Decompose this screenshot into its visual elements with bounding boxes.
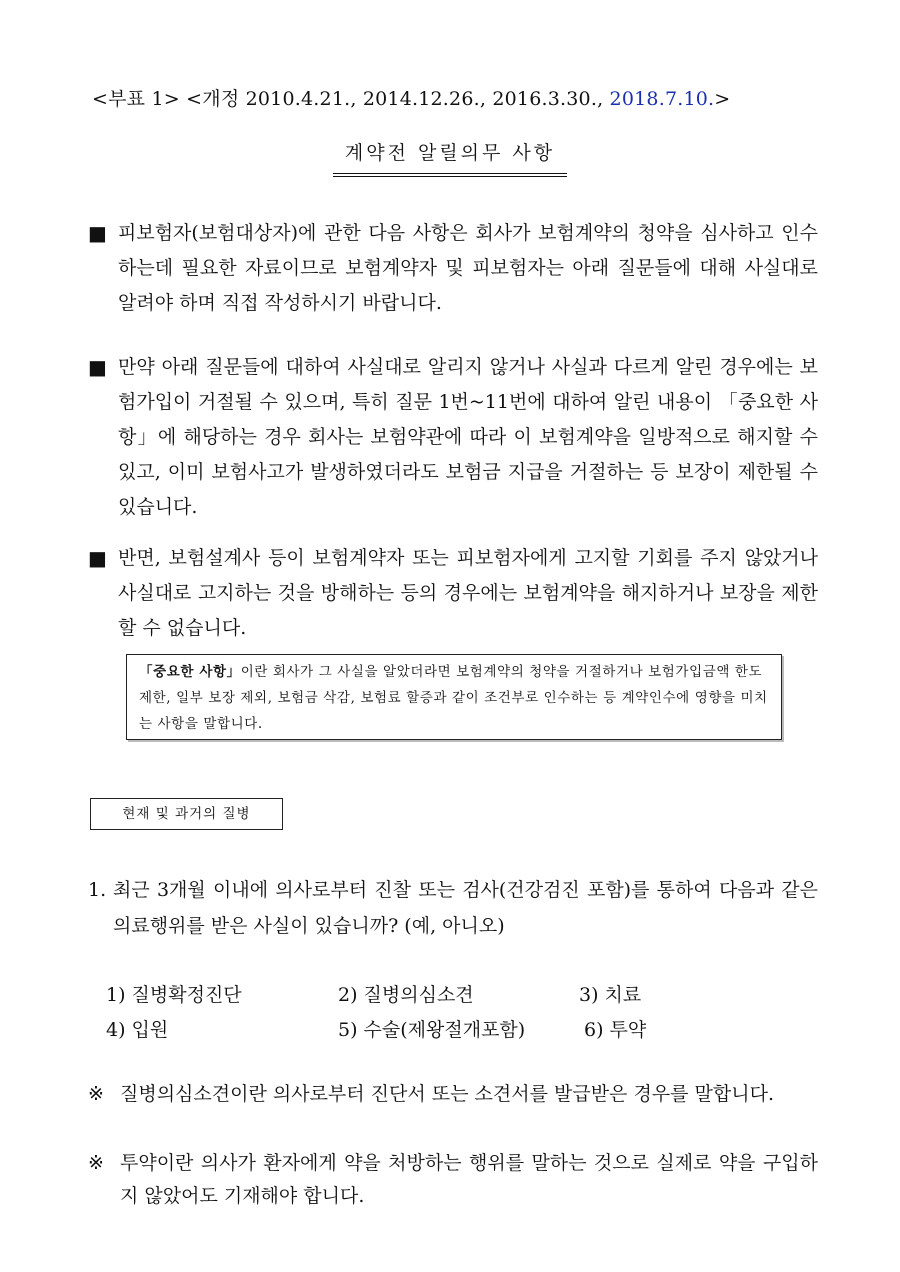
remark-1 <box>88 1078 818 1111</box>
option-diagnosis: 1) 질병확정진단 <box>106 984 242 1006</box>
square-bullet-icon: ■ <box>88 221 107 245</box>
section-label: 현재 및 과거의 질병 <box>90 798 283 830</box>
option-treatment: 3) 치료 <box>579 984 642 1006</box>
remark-text: 투약이란 의사가 환자에게 약을 처방하는 행위를 말하는 것으로 실제로 약을 구입하지 않았어도 기재해야 합니다. <box>120 1152 818 1207</box>
paragraph-3 <box>88 541 818 646</box>
important-matters-note <box>126 654 782 740</box>
note-text: 이란 회사가 그 사실을 알았더라면 보험계약의 청약을 거절하거나 보험가입금액 한도 제한, 일부 보장 제외, 보험금 삭감, 보험료 할증과 같이 조건부로 인수하는 등 계약인수에 영향을 미치는 사항을 말합니다. <box>139 664 768 732</box>
paragraph-text: 만약 아래 질문들에 대하여 사실대로 알리지 않거나 사실과 다르게 알린 경우에는 보험가입이 거절될 수 있으며, 특히 질문 1번~11번에 대하여 알린 내용이 「중요한 사항」에 해당하는 경우 회사는 보험약관에 따라 이 보험계약을 일방적으로 해지할 수 있고, 이미 보험사고가 발생하였더라도 보험금 지급을 거절하는 등 보장이 제한될 수 있습니다. <box>118 356 818 518</box>
revision-dates: <개정 2010.4.21., 2014.12.26., 2016.3.30., <box>186 88 610 110</box>
question-number: 1. <box>88 879 107 901</box>
revision-latest-date: 2018.7.10. <box>609 88 715 110</box>
paragraph-text: 피보험자(보험대상자)에 관한 다음 사항은 회사가 보험계약의 청약을 심사하고 인수하는데 필요한 자료이므로 보험계약자 및 피보험자는 아래 질문들에 대해 사실대로 알려야 하며 직접 작성하시기 바랍니다. <box>118 222 818 314</box>
remark-text: 질병의심소견이란 의사로부터 진단서 또는 소견서를 발급받은 경우를 말합니다. <box>120 1083 775 1105</box>
revision-header <box>92 84 730 111</box>
remark-2 <box>88 1147 818 1213</box>
page-title: 계약전 알릴의무 사항 <box>333 138 567 177</box>
revision-suffix: > <box>714 88 731 110</box>
option-surgery: 5) 수술(제왕절개포함) <box>338 1019 526 1041</box>
paragraph-2 <box>88 350 818 525</box>
option-suspected: 2) 질병의심소견 <box>338 984 474 1006</box>
paragraph-text: 반면, 보험설계사 등이 보험계약자 또는 피보험자에게 고지할 기회를 주지 않았거나 사실대로 고지하는 것을 방해하는 등의 경우에는 보험계약을 해지하거나 보장을 제한할 수 없습니다. <box>118 547 818 639</box>
square-bullet-icon: ■ <box>88 355 107 379</box>
question-1 <box>88 872 818 944</box>
square-bullet-icon: ■ <box>88 546 107 570</box>
question-text: 최근 3개월 이내에 의사로부터 진찰 또는 검사(건강검진 포함)를 통하여 다음과 같은 의료행위를 받은 사실이 있습니까? (예, 아니오) <box>113 879 818 937</box>
title-container <box>0 138 900 177</box>
note-term: 「중요한 사항」 <box>139 664 241 680</box>
reference-mark-icon: ※ <box>88 1083 104 1105</box>
annex-label: <부표 1> <box>92 88 180 110</box>
option-hospitalization: 4) 입원 <box>106 1019 169 1041</box>
paragraph-1 <box>88 216 818 321</box>
option-medication: 6) 투약 <box>584 1019 647 1041</box>
reference-mark-icon: ※ <box>88 1152 104 1174</box>
